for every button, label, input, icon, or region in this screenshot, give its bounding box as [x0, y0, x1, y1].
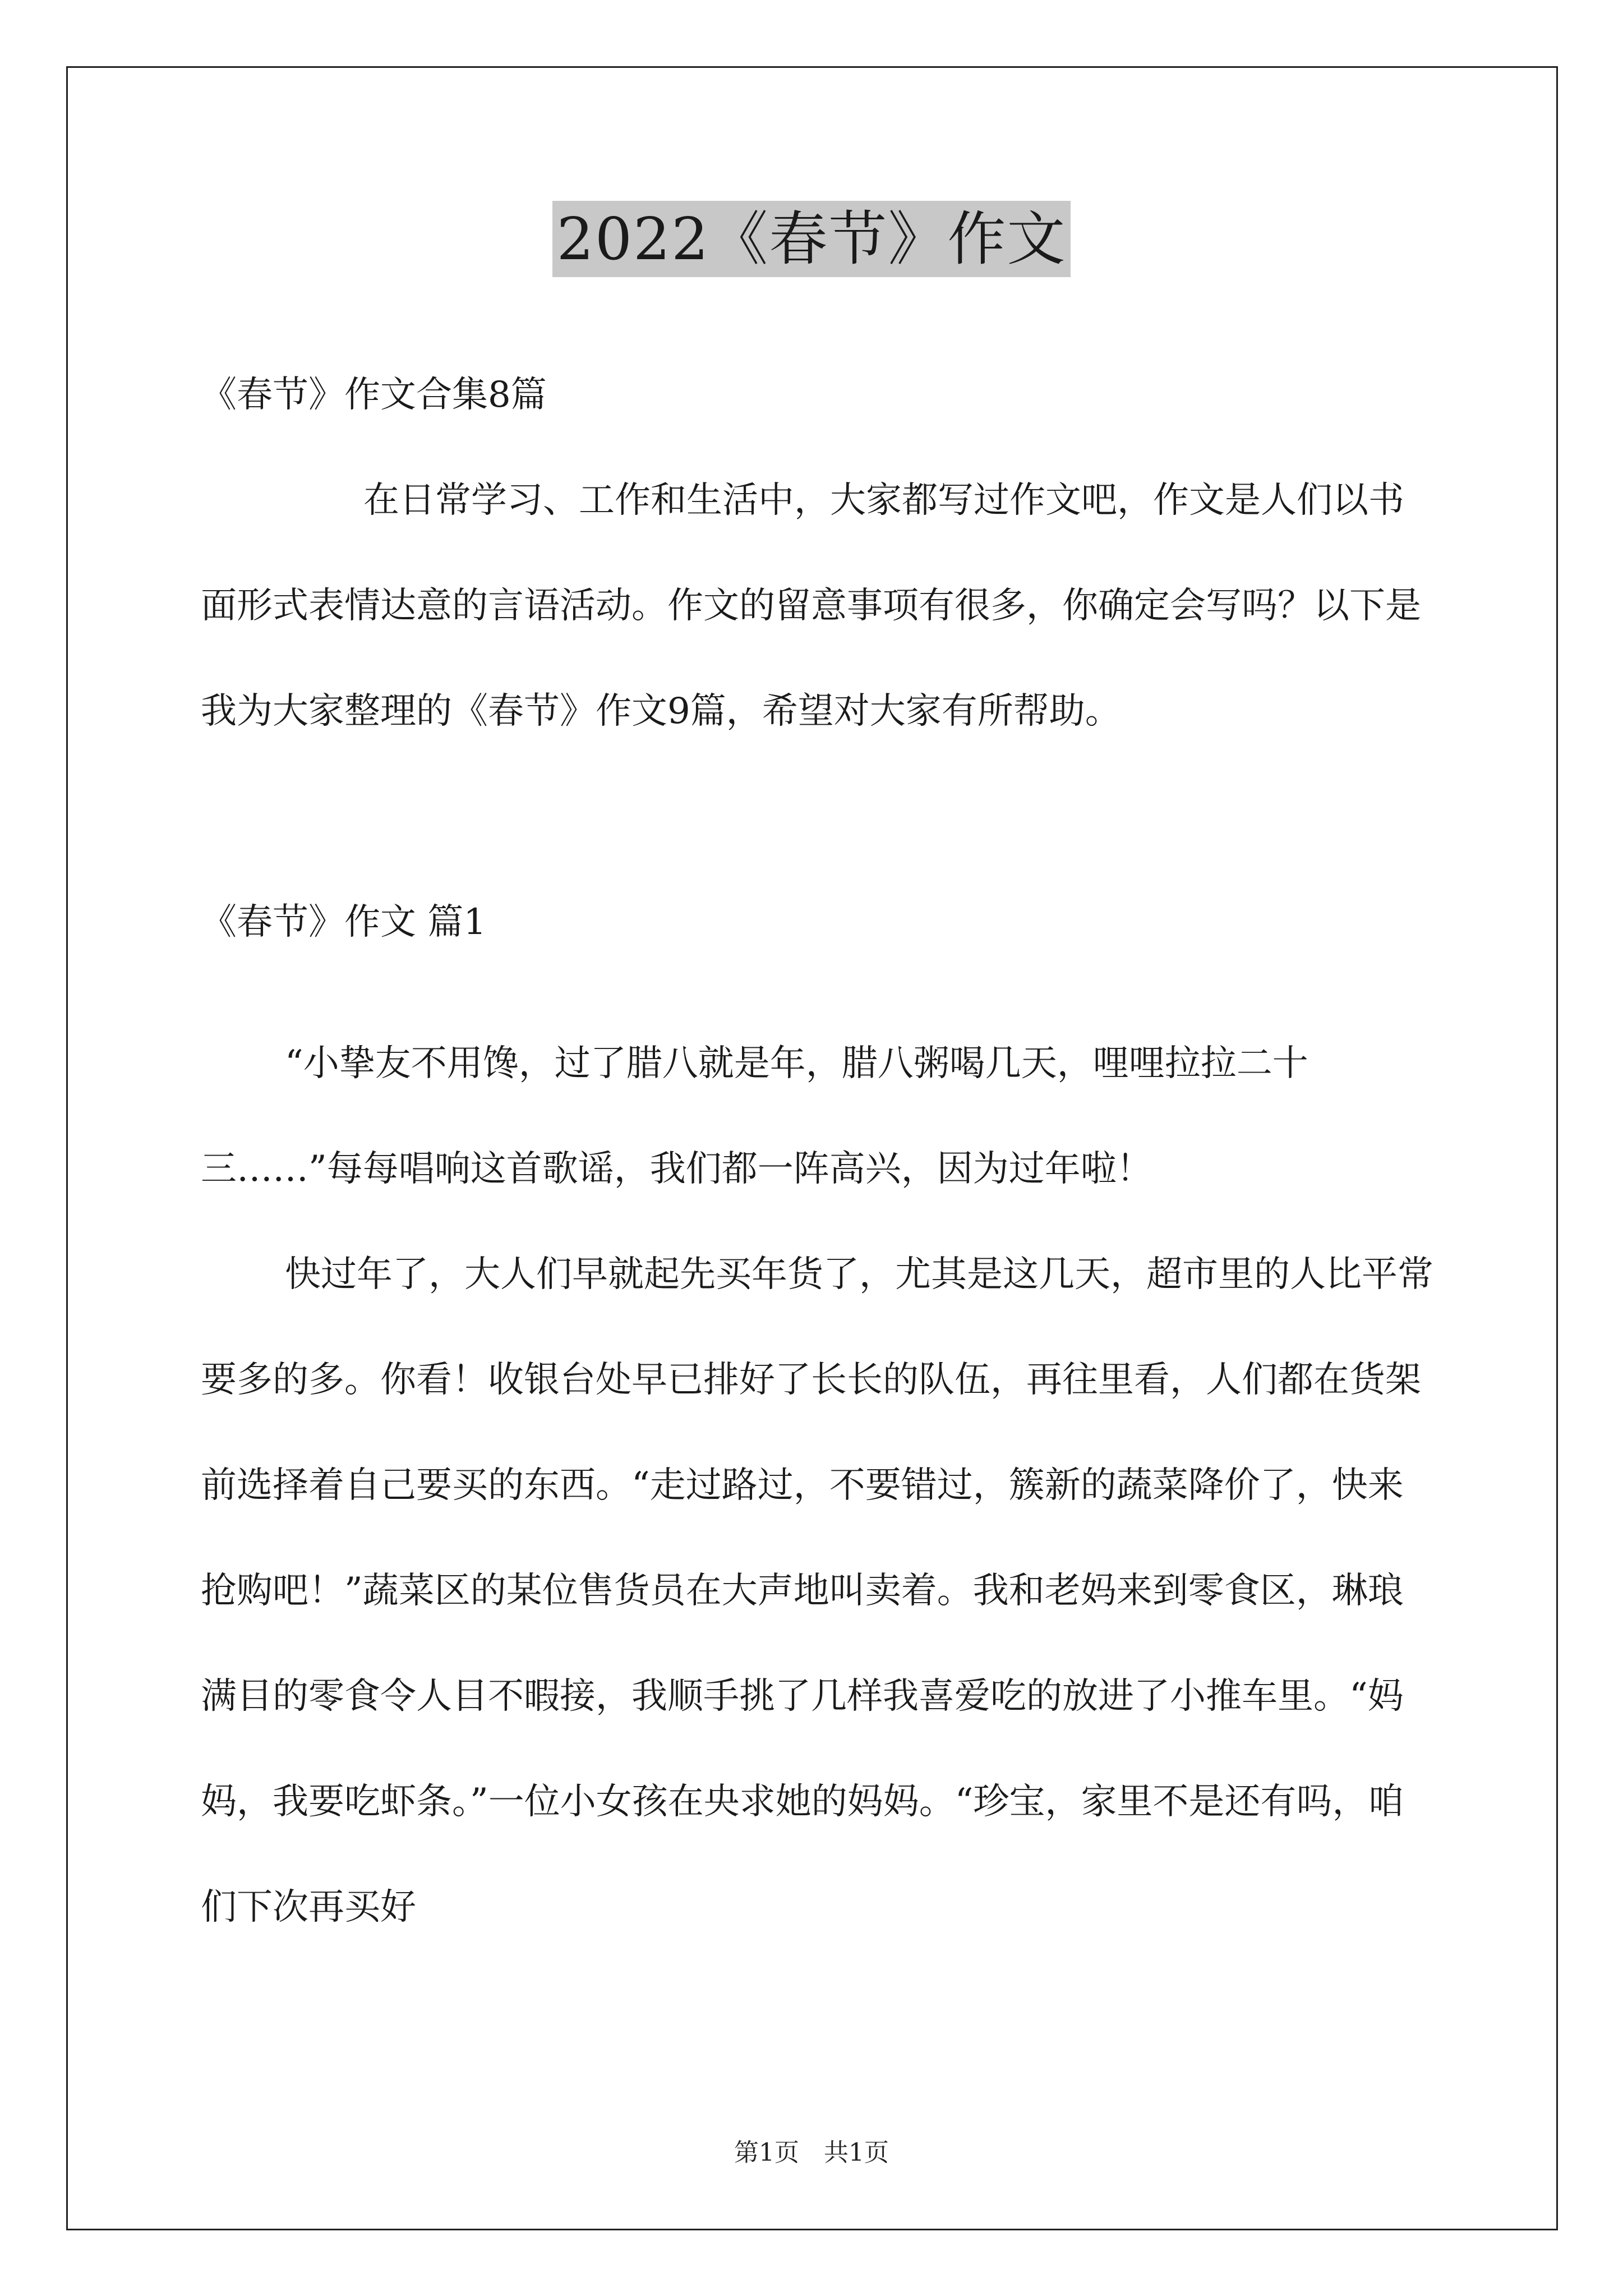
body-paragraph: “小挚友不用馋，过了腊八就是年，腊八粥喝几天，哩哩拉拉二十三……”每每唱响这首歌谣，我们都一阵高兴，因为过年啦！ — [201, 1043, 1308, 1190]
page-footer: 第1页 共1页 — [734, 2138, 889, 2167]
title-wrap — [0, 201, 1623, 277]
body-paragraph: 快过年了，大人们早就起先买年货了，尤其是这几天，超市里的人比平常要多的多。你看！收银台处早已排好了长长的队伍，再往里看，人们都在货架前选择着自己要买的东西。“走过路过，不要错过，簇新的蔬菜降价了，快来抢购吧！”蔬菜区的某位售货员在大声地叫卖着。我和老妈来到零食区，琳琅满目的零食令人目不暇接，我顺手挑了几样我喜爱吃的放进了小推车里。“妈妈，我要吃虾条。”一位小女孩在央求她的妈妈。“珍宝，家里不是还有吗，咱们下次再买好 — [201, 1254, 1433, 1928]
document-body — [201, 342, 1435, 1960]
document-subtitle: 《春节》作文合集8篇 — [201, 374, 547, 416]
document-title: 2022《春节》作文 — [552, 201, 1071, 277]
section-heading: 《春节》作文 篇1 — [201, 901, 487, 943]
intro-paragraph: 在日常学习、工作和生活中，大家都写过作文吧，作文是人们以书面形式表情达意的言语活动。作文的留意事项有很多，你确定会写吗？以下是我为大家整理的《春节》作文9篇，希望对大家有所帮助。 — [201, 480, 1421, 732]
